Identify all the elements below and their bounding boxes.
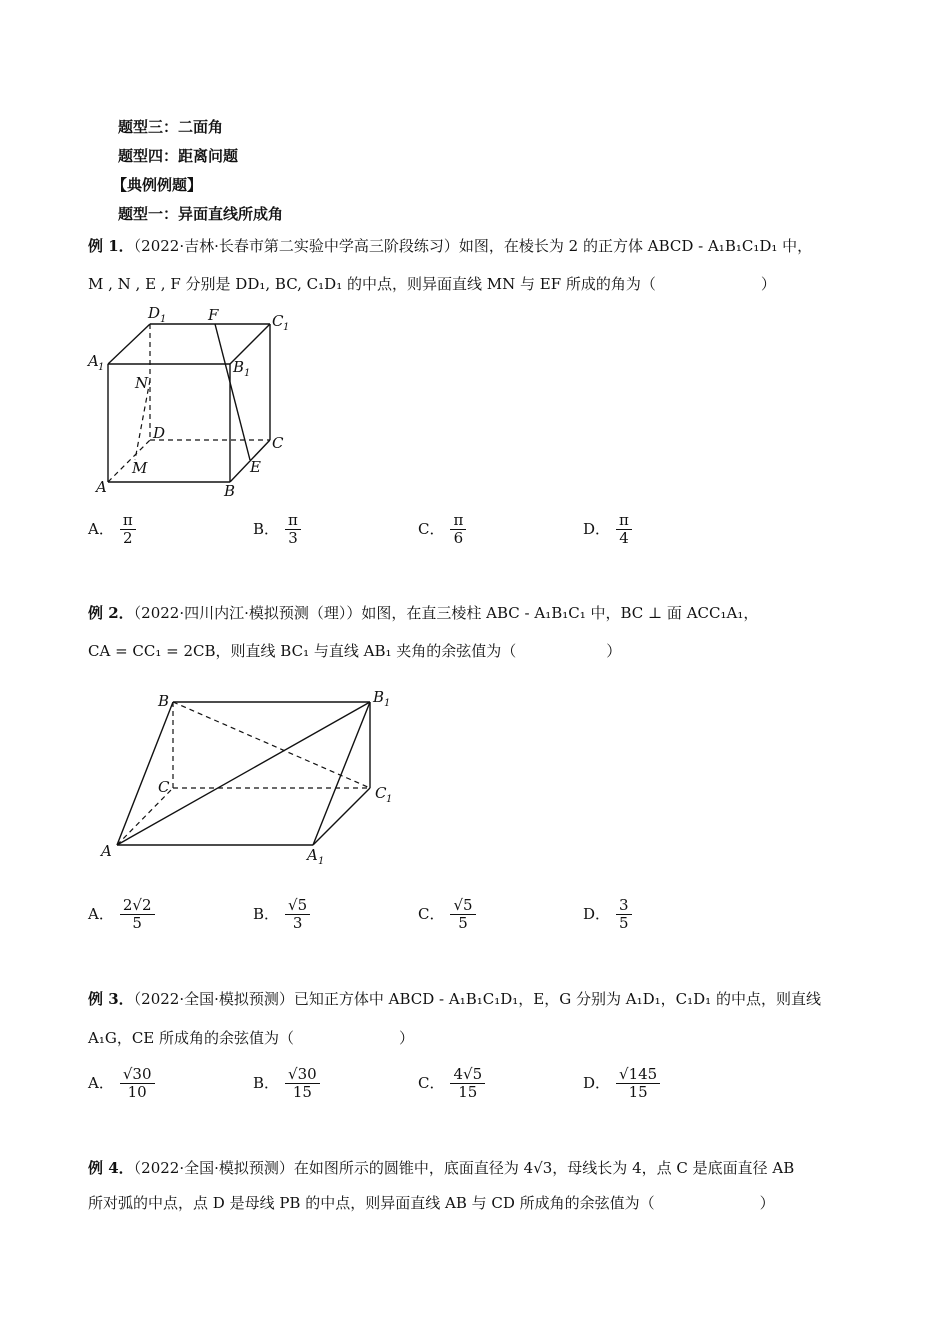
q2-option-a[interactable]: A． $\frac{2√2}{5}$ (88, 897, 155, 933)
question-4-text1: （2022·全国·模拟预测）在如图所示的圆锥中，底面直径为 4√3，母线长为 4，点 C 是底面直径 AB (133, 1159, 795, 1177)
q3-option-b[interactable]: B． $\frac{√30}{15}$ (253, 1066, 320, 1102)
label-M: M (132, 459, 148, 477)
heading-type1: 题型一：异面直线所成角 (118, 205, 284, 223)
question-3-line2: A₁G，CE 所成角的余弦值为（ ） (88, 1029, 415, 1047)
label-A1: A (307, 846, 318, 864)
svg-text:1: 1 (283, 322, 290, 333)
question-1-label: 例 1． (88, 237, 134, 255)
label-C: C (158, 778, 170, 796)
svg-text:1: 1 (384, 698, 391, 709)
label-C: C (272, 434, 284, 452)
label-C1: C (375, 784, 387, 802)
q2-option-c[interactable]: C． $\frac{√5}{5}$ (418, 897, 476, 933)
heading-type3: 题型三：二面角 (118, 118, 224, 136)
svg-text:1: 1 (318, 856, 325, 867)
label-N: N (135, 374, 149, 392)
cube-figure (80, 300, 310, 510)
label-C1: C (272, 312, 284, 330)
question-3-text1: （2022·全国·模拟预测）已知正方体中 ABCD - A₁B₁C₁D₁，E，G 分别为 A₁D₁，C₁D₁ 的中点，则直线 (133, 990, 821, 1008)
question-4-label: 例 4． (88, 1159, 134, 1177)
label-A: A (101, 842, 112, 860)
question-4-line2: 所对弧的中点，点 D 是母线 PB 的中点，则异面直线 AB 与 CD 所成角的余弦值为（ ） (88, 1194, 775, 1212)
question-1-line2: M , N , E , F 分别是 DD₁, BC, C₁D₁ 的中点，则异面直线 MN 与 EF 所成的角为（ ） (88, 275, 776, 293)
q1-option-a[interactable]: A． $\frac{\pi}{2}$ (88, 512, 136, 548)
heading-type4: 题型四：距离问题 (118, 147, 239, 165)
label-A: A (96, 478, 107, 496)
svg-text:1: 1 (386, 794, 393, 805)
q3-option-a[interactable]: A． $\frac{√30}{10}$ (88, 1066, 155, 1102)
question-1-text1: （2022·吉林·长春市第二实验中学高三阶段练习）如图，在棱长为 2 的正方体 ABCD - A₁B₁C₁D₁ 中， (133, 237, 813, 255)
q2-option-d[interactable]: D． $\frac{3}{5}$ (583, 897, 632, 933)
q1-option-b[interactable]: B． $\frac{\pi}{3}$ (253, 512, 301, 548)
q1-option-d[interactable]: D． $\frac{\pi}{4}$ (583, 512, 632, 548)
label-B1: B (233, 358, 245, 376)
prism-figure (95, 680, 405, 870)
svg-text:1: 1 (160, 314, 167, 325)
question-2-line1 (88, 602, 758, 623)
q1-option-c[interactable]: C． $\frac{\pi}{6}$ (418, 512, 466, 548)
label-F: F (208, 306, 219, 324)
label-B: B (158, 692, 170, 710)
question-2-text1: （2022·四川内江·模拟预测（理））如图，在直三棱柱 ABC - A₁B₁C₁ 中，BC ⊥ 面 ACC₁A₁， (133, 604, 759, 622)
question-4-line1 (88, 1157, 794, 1178)
label-A1: A (88, 352, 99, 370)
question-3-label: 例 3． (88, 990, 134, 1008)
label-E: E (250, 458, 261, 476)
label-D: D (153, 424, 166, 442)
svg-text:1: 1 (244, 368, 251, 379)
svg-text:1: 1 (98, 362, 105, 373)
label-D1: D (148, 304, 161, 322)
label-B1: B (373, 688, 385, 706)
label-B: B (224, 482, 236, 500)
q2-option-b[interactable]: B． $\frac{√5}{3}$ (253, 897, 310, 933)
question-2-line2: CA = CC₁ = 2CB，则直线 BC₁ 与直线 AB₁ 夹角的余弦值为（ ） (88, 642, 622, 660)
question-3-line1 (88, 988, 821, 1009)
question-1-line1 (88, 235, 812, 256)
q3-option-c[interactable]: C． $\frac{4√5}{15}$ (418, 1066, 485, 1102)
heading-examples: 【典例例题】 (112, 176, 203, 194)
question-2-label: 例 2． (88, 604, 134, 622)
q3-option-d[interactable]: D． $\frac{√145}{15}$ (583, 1066, 660, 1102)
